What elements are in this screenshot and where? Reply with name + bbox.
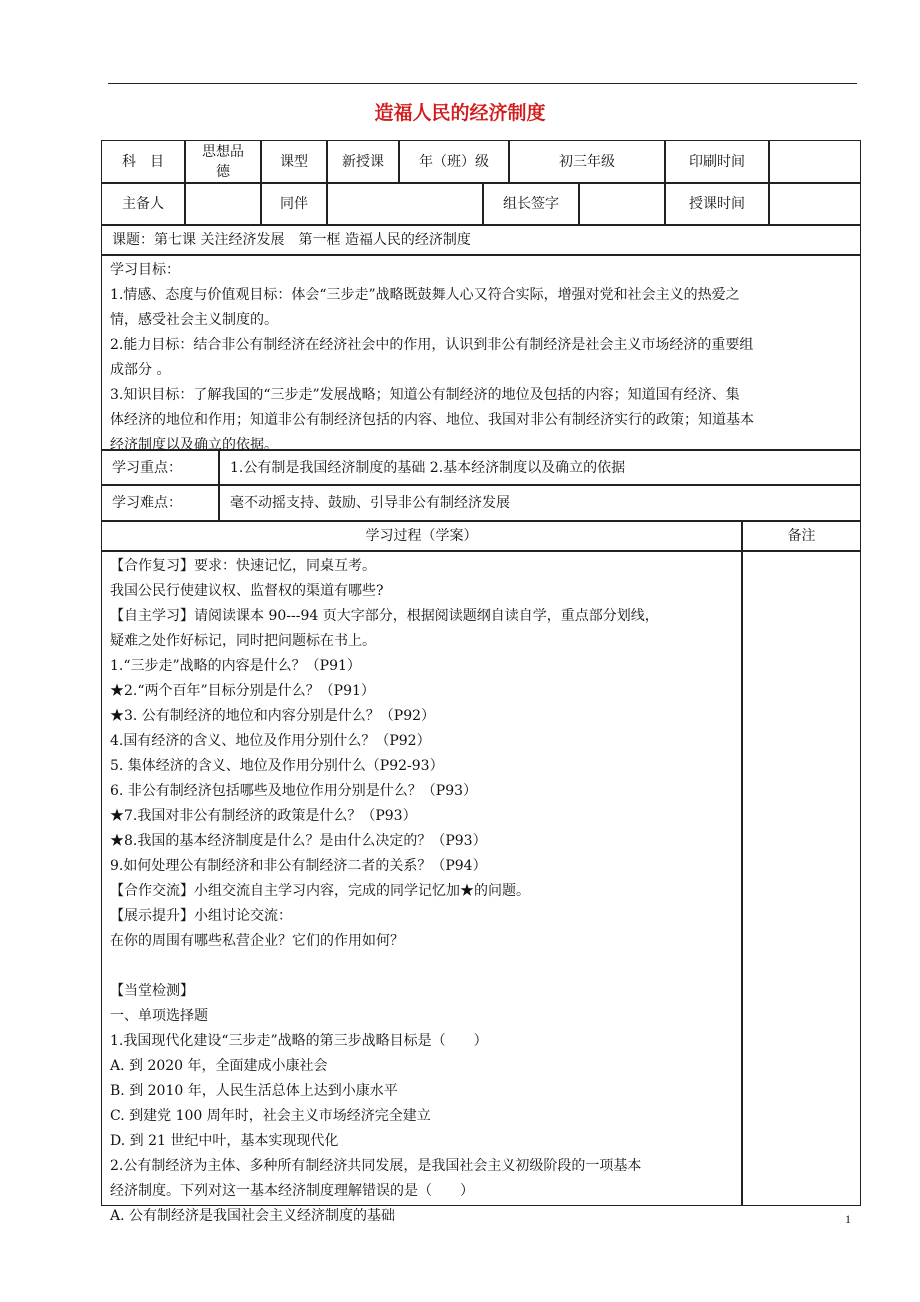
objective-line: 情，感受社会主义制度的。 <box>110 312 278 328</box>
process-header: 学习过程（学案） <box>101 521 742 551</box>
page-number: 1 <box>845 1212 851 1226</box>
process-line: 5. 集体经济的含义、地位及作用分别什么（P92-93） <box>110 758 444 774</box>
process-line: 【合作交流】小组交流自主学习内容，完成的同学记忆加★的问题。 <box>110 883 530 899</box>
notes-header: 备注 <box>742 521 861 551</box>
process-line: 9.如何处理公有制经济和非公有制经济二者的关系？（P94） <box>110 858 487 874</box>
process-line: 我国公民行使建议权、监督权的渠道有哪些? <box>110 583 384 599</box>
leader-sign-value <box>579 183 665 225</box>
subject-value-line1: 思想品 <box>202 143 244 160</box>
process-line: ★2.“两个百年”目标分别是什么？（P91） <box>110 683 375 699</box>
process-line: 在你的周围有哪些私营企业？它们的作用如何？ <box>110 933 404 949</box>
preparer-value <box>185 183 261 225</box>
grade-value: 初三年级 <box>509 140 665 183</box>
process-line: ★3. 公有制经济的地位和内容分别是什么？（P92） <box>110 708 436 724</box>
print-time-value <box>769 140 861 183</box>
process-line: B. 到 2010 年，人民生活总体上达到小康水平 <box>110 1083 398 1099</box>
print-time-label: 印刷时间 <box>665 140 769 183</box>
process-line: 【合作复习】要求：快速记忆，同桌互考。 <box>110 558 376 574</box>
process-line: 1.“三步走”战略的内容是什么？（P91） <box>110 658 361 674</box>
objective-line: 1.情感、态度与价值观目标：体会“三步走”战略既鼓舞人心又符合实际，增强对党和社会主义的热爱之 <box>110 287 740 303</box>
lesson-topic: 课题：第七课 关注经济发展 第一框 造福人民的经济制度 <box>101 225 861 255</box>
objective-line: 成部分 。 <box>110 362 171 378</box>
objective-line: 3.知识目标：了解我国的“三步走”发展战略；知道公有制经济的地位及包括的内容；知道国有经济、集 <box>110 387 740 403</box>
process-line: 6. 非公有制经济包括哪些及地位作用分别是什么？（P93） <box>110 783 478 799</box>
subject-value <box>185 140 261 183</box>
process-line: A. 公有制经济是我国社会主义经济制度的基础 <box>110 1208 396 1224</box>
objective-line: 体经济的地位和作用；知道非公有制经济包括的内容、地位、我国对非公有制经济实行的政策；知道基本 <box>110 412 754 428</box>
process-line: 经济制度。下列对这一基本经济制度理解错误的是（ ） <box>110 1183 474 1199</box>
leader-sign-label: 组长签字 <box>483 183 579 225</box>
objectives-text <box>110 258 856 458</box>
objectives-heading: 学习目标： <box>110 262 180 278</box>
header-rule <box>108 83 857 84</box>
process-line: ★8.我国的基本经济制度是什么？是由什么决定的？（P93） <box>110 833 487 849</box>
difficulties-label: 学习难点： <box>101 485 219 521</box>
process-line <box>110 954 738 979</box>
process-line: C. 到建党 100 周年时，社会主义市场经济完全建立 <box>110 1108 431 1124</box>
partner-value <box>327 183 483 225</box>
page-title: 造福人民的经济制度 <box>374 102 546 124</box>
lesson-type-value: 新授课 <box>327 140 399 183</box>
subject-label: 科 目 <box>101 140 185 183</box>
teach-time-label: 授课时间 <box>665 183 769 225</box>
process-line: ★7.我国对非公有制经济的政策是什么？（P93） <box>110 808 417 824</box>
partner-label: 同伴 <box>261 183 327 225</box>
process-text <box>110 554 738 1229</box>
process-line: 1.我国现代化建设“三步走”战略的第三步战略目标是（ ） <box>110 1033 488 1049</box>
process-line: 2.公有制经济为主体、多种所有制经济共同发展，是我国社会主义初级阶段的一项基本 <box>110 1158 642 1174</box>
grade-label: 年（班）级 <box>399 140 509 183</box>
key-points-value: 1.公有制是我国经济制度的基础 2.基本经济制度以及确立的依据 <box>219 450 861 485</box>
difficulties-value: 毫不动摇支持、鼓励、引导非公有制经济发展 <box>219 485 861 521</box>
process-line: 4.国有经济的含义、地位及作用分别什么？（P92） <box>110 733 431 749</box>
notes-column <box>742 551 861 1206</box>
key-points-label: 学习重点： <box>101 450 219 485</box>
preparer-label: 主备人 <box>101 183 185 225</box>
process-line: 一、单项选择题 <box>110 1008 208 1024</box>
teach-time-value <box>769 183 861 225</box>
process-line: 【自主学习】请阅读课本 90---94 页大字部分，根据阅读题纲自读自学，重点部分划线， <box>110 608 659 624</box>
lesson-type-label: 课型 <box>261 140 327 183</box>
process-line: D. 到 21 世纪中叶，基本实现现代化 <box>110 1133 339 1149</box>
process-line: 【展示提升】小组讨论交流： <box>110 908 292 924</box>
process-line: A. 到 2020 年，全面建成小康社会 <box>110 1058 328 1074</box>
process-line: 【当堂检测】 <box>110 983 194 999</box>
objective-line: 经济制度以及确立的依据。 <box>110 437 278 453</box>
subject-value-line2: 德 <box>216 163 230 180</box>
objective-line: 2.能力目标：结合非公有制经济在经济社会中的作用，认识到非公有制经济是社会主义市场经济的重要组 <box>110 337 754 353</box>
process-line: 疑难之处作好标记，同时把问题标在书上。 <box>110 633 376 649</box>
